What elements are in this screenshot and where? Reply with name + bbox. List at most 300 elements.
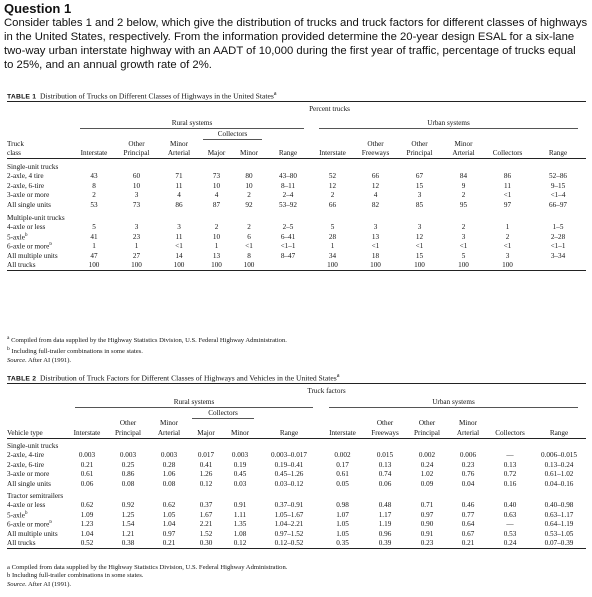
table-cell: 23	[132, 232, 141, 241]
table-cell: 82	[371, 200, 380, 209]
question-body: Consider tables 1 and 2 below, which give the distribution of trucks and truck factors for different classes of highways in the United States, respectively. From the information provided determine the 20-year design ESAL for a six-lane two-way urban interstate highway with an AADT of 10,000 during the first year of traffic, percentage of trucks equal to 25%, and an annual growth rate of 2%.	[4, 17, 588, 71]
table-cell: 1.05	[336, 520, 349, 529]
table-cell: 1–5	[552, 223, 564, 232]
table-cell: 0.74	[378, 470, 392, 479]
table-cell: 2–4	[282, 191, 294, 200]
table-row	[7, 529, 586, 539]
table-cell: 15	[415, 251, 424, 260]
table-cell: 0.77	[461, 510, 475, 519]
table1-header-interstate: Interstate	[73, 149, 115, 159]
table-cell: <1	[245, 242, 253, 251]
table-cell: 2–28	[550, 232, 566, 241]
table-cell: 0.39	[364, 539, 406, 549]
table-cell: 1.17	[378, 510, 392, 519]
table-cell: 1.05–1.67	[274, 510, 304, 519]
table-cell: 1	[330, 242, 335, 251]
table-cell: 47	[90, 251, 98, 260]
table-cell: 0.06	[80, 479, 94, 488]
table2-header-minor: Minor	[160, 418, 178, 427]
table1-footnote-a: Compiled from data supplied by the Highway Statistics Division, U.S. Federal Highway Administration.	[11, 337, 287, 345]
table-cell: 1.35	[233, 520, 247, 529]
table-row	[7, 479, 586, 489]
table-cell: 11	[175, 181, 183, 190]
table-cell: 0.21	[80, 460, 94, 469]
table-cell: 84	[459, 172, 468, 181]
table1-header-interstate-urban: Interstate	[311, 149, 354, 159]
row-label: All trucks	[7, 261, 73, 271]
table-cell: 3	[417, 223, 422, 232]
table-cell: 10	[212, 181, 221, 190]
table-cell: 0.13–0.24	[544, 460, 574, 469]
table1-all-row	[7, 261, 586, 271]
table2-spanner: Truck factors	[67, 384, 586, 396]
table-cell: 1.67	[199, 510, 213, 519]
table-row	[7, 232, 586, 242]
row-label: 5-axle$^b$	[7, 232, 28, 241]
table2-footnotes	[7, 564, 287, 589]
table1-header-range-urban: Range	[530, 149, 586, 159]
table-cell: 1	[92, 242, 96, 251]
table-cell: 1.04	[80, 529, 94, 538]
table-cell: 0.30	[189, 539, 223, 549]
table1-header-other-urban: Other	[367, 139, 384, 148]
table2-rural-label: Rural systems	[75, 399, 314, 408]
table-cell: 13	[212, 251, 221, 260]
table2-header-other-urban2: Other	[418, 418, 436, 427]
table-cell: 100	[73, 261, 115, 271]
table-cell: 0.45	[233, 470, 247, 479]
table-cell: 1.05	[336, 529, 349, 538]
table-cell: 8	[247, 251, 251, 260]
table-cell: <1	[503, 191, 512, 200]
table-cell: 86	[175, 200, 183, 209]
table-row	[7, 470, 586, 480]
table-cell: 0.07–0.39	[532, 539, 586, 549]
table-cell: 0.28	[162, 460, 176, 469]
table-cell: 66	[371, 172, 380, 181]
table2-header-minor-collector: Minor	[223, 428, 257, 439]
table-cell: 0.003–0.017	[271, 451, 307, 460]
table-cell: 92	[245, 200, 253, 209]
table-cell: 0.97	[162, 529, 176, 538]
table-cell: 10	[132, 181, 141, 190]
table1-header-class: class	[7, 149, 73, 159]
table-cell: 12	[371, 181, 380, 190]
table-cell: 2	[247, 191, 251, 200]
table-cell	[530, 261, 586, 271]
table-cell: 2	[461, 191, 466, 200]
table-cell: 0.52	[67, 539, 107, 549]
table-cell: 1.09	[80, 510, 94, 519]
table-cell: 5	[461, 251, 466, 260]
table-cell: 28	[328, 232, 337, 241]
table-cell: 2	[214, 223, 219, 232]
table-cell: 0.25	[121, 460, 135, 469]
table-cell: <1	[175, 242, 183, 251]
table-cell: 0.21	[149, 539, 189, 549]
table-cell: 34	[328, 251, 337, 260]
table-row	[7, 181, 586, 191]
table-cell: 0.35	[321, 539, 364, 549]
table2-header-principal-urban: Principal	[406, 428, 448, 439]
table1-caption	[7, 90, 277, 101]
table-cell: 1	[505, 223, 510, 232]
table-cell: 1.26	[199, 470, 213, 479]
table-cell: 0.08	[162, 479, 176, 488]
table1-source-text: After AI (1991).	[28, 356, 72, 364]
table-cell: 12	[415, 232, 424, 241]
table-cell: 0.91	[420, 529, 434, 538]
table1-label: TABLE 1	[7, 93, 37, 101]
table-cell: 6	[247, 232, 251, 241]
table-cell: 97	[503, 200, 512, 209]
table-cell: 0.21	[448, 539, 488, 549]
table1-header-freeways: Freeways	[354, 149, 397, 159]
table-cell: 87	[212, 200, 221, 209]
table-cell: 0.61–1.02	[544, 470, 574, 479]
table-cell: 11	[175, 232, 183, 241]
table2-single-rows	[7, 451, 586, 489]
table1-header-principal-urban: Principal	[397, 149, 442, 159]
table1-header-range: Range	[265, 149, 311, 159]
table-cell: <1–1	[550, 242, 566, 251]
table2-footnote-b: b Including full-trailer combinations in some states.	[7, 572, 144, 580]
row-label: All single units	[7, 479, 51, 488]
table-cell: <1	[459, 242, 468, 251]
table-cell: 0.37–0.91	[274, 501, 304, 510]
table-cell: 5	[330, 223, 335, 232]
table1-title: Distribution of Trucks on Different Classes of Highways in the United States	[40, 91, 274, 101]
table-cell: 4	[177, 191, 181, 200]
table-cell: 0.24	[488, 539, 532, 549]
table-cell: 0.71	[420, 501, 434, 510]
table-cell: 1.06	[162, 470, 176, 479]
table-cell: 1.19	[378, 520, 392, 529]
table-cell: 0.53–1.05	[544, 529, 574, 538]
table-cell: 10	[212, 232, 221, 241]
table-cell: 60	[132, 172, 141, 181]
table2-caption	[7, 372, 340, 383]
table2-header-major: Major	[189, 428, 223, 439]
table2-footnote-a: a Compiled from data supplied by the Highway Statistics Division, U.S. Federal Highway Administration.	[7, 564, 288, 571]
row-label: 5-axle$^b$	[7, 510, 28, 519]
table-cell: 52–86	[549, 172, 567, 181]
table-row	[7, 261, 586, 271]
table-cell: 0.40	[503, 501, 517, 510]
table-cell: 52	[328, 172, 337, 181]
table-cell: 53–92	[279, 200, 297, 209]
table1-caption-mark: a	[273, 90, 277, 97]
table-cell: 0.08	[121, 479, 135, 488]
table2-all-row	[7, 539, 586, 549]
table-cell: 95	[459, 200, 468, 209]
table-cell: 0.62	[80, 501, 94, 510]
table-cell: 0.62	[162, 501, 176, 510]
table-row	[7, 172, 586, 182]
table2-source-label: Source.	[7, 580, 27, 588]
table-cell: 3	[134, 223, 139, 232]
table-cell: 0.017	[197, 451, 215, 460]
table-cell: 0.003	[231, 451, 249, 460]
table-cell: 1.04–2.21	[274, 520, 304, 529]
table-cell: 43	[90, 172, 98, 181]
table-cell: 8–11	[280, 181, 296, 190]
table-cell: 3	[373, 223, 378, 232]
table-cell: <1	[503, 242, 512, 251]
table-cell: 100	[233, 261, 265, 271]
table2-group-tractor: Tractor semitrailers	[7, 491, 64, 500]
table-cell: 53	[90, 200, 98, 209]
table2-header-other: Other	[119, 418, 137, 427]
table-cell: 41	[90, 232, 98, 241]
table-cell: 12	[328, 181, 337, 190]
table-row	[7, 242, 586, 252]
table-cell: 1.21	[121, 529, 135, 538]
table2-urban-label: Urban systems	[329, 399, 578, 408]
table1-spanner: Percent trucks	[73, 102, 586, 114]
table-cell: 1.04	[162, 520, 176, 529]
table-cell: 71	[175, 172, 183, 181]
table-cell: 100	[442, 261, 485, 271]
table-cell: 0.19	[233, 460, 247, 469]
table-cell: 0.64–1.19	[544, 520, 574, 529]
table1-header-minor-urban: Minor	[454, 139, 473, 148]
table-cell: 1.25	[121, 510, 135, 519]
table-cell: 2	[247, 223, 251, 232]
table-cell: 66	[328, 200, 337, 209]
row-label: 4-axle or less	[7, 223, 46, 232]
table-cell: 3–34	[550, 251, 566, 260]
table2-header-interstate: Interstate	[67, 428, 107, 439]
table-row	[7, 451, 586, 461]
table-row	[7, 251, 586, 261]
table1-header-other-urban2: Other	[411, 139, 428, 148]
table-cell: 100	[200, 261, 233, 271]
table2-title: Distribution of Truck Factors for Different Classes of Highways and Vehicles in the United States	[40, 373, 337, 383]
table-cell: 0.003	[78, 451, 96, 460]
table-cell: 0.53	[503, 529, 517, 538]
question-title: Question 1	[4, 1, 72, 16]
table2-header-other-urban: Other	[376, 418, 394, 427]
table-cell: 0.002	[334, 451, 351, 460]
table-cell: 0.38	[107, 539, 149, 549]
table-cell: 73	[212, 172, 221, 181]
table2-header-arterial: Arterial	[149, 428, 189, 439]
table1-header-arterial-urban: Arterial	[442, 149, 485, 159]
table-cell: 0.06	[378, 479, 392, 488]
table-cell: 2	[505, 232, 510, 241]
table-cell: 0.002	[418, 451, 436, 460]
table1-header-other: Other	[128, 139, 145, 148]
table-cell: 9	[461, 181, 466, 190]
table-cell: 0.90	[420, 520, 434, 529]
table-cell: 9–15	[550, 181, 566, 190]
table-cell: 3	[505, 251, 510, 260]
table-cell: 0.97–1.52	[274, 529, 304, 538]
row-label: All trucks	[7, 539, 67, 549]
table1-multi-rows	[7, 223, 586, 261]
row-label: 2-axle, 4 tire	[7, 172, 44, 181]
table-cell: 1.05	[162, 510, 176, 519]
table-cell: 0.003	[160, 451, 178, 460]
table-cell: 0.13	[378, 460, 392, 469]
table-cell: 0.23	[461, 460, 475, 469]
table-cell: 11	[504, 181, 511, 190]
row-label: 2-axle, 6-tire	[7, 460, 45, 469]
table1-footnotes: $^a$ Compiled from data supplied by the Highway Statistics Division, U.S. Federal Highway Administration. $^b$ Including full-trailer combinations in some states. Source. After AI (1991).	[7, 335, 287, 364]
table-cell: 0.48	[378, 501, 392, 510]
table-cell: 0.64	[461, 520, 475, 529]
row-label: 3-axle or more	[7, 470, 50, 479]
table-cell: 0.04	[461, 479, 475, 488]
table2-collectors-label: Collectors	[192, 410, 255, 419]
table-cell: 8–47	[280, 251, 296, 260]
table-cell: 0.46	[461, 501, 475, 510]
table-cell: 2	[330, 191, 335, 200]
table-cell: 100	[354, 261, 397, 271]
table-cell: 100	[158, 261, 200, 271]
table-cell: 18	[371, 251, 380, 260]
table-cell: 1.23	[80, 520, 94, 529]
table-row	[7, 510, 586, 520]
table-cell: 0.72	[503, 470, 517, 479]
table-cell: 0.45–1.26	[274, 470, 304, 479]
table1-single-rows	[7, 172, 586, 210]
table-cell: 100	[311, 261, 354, 271]
table-cell: 4	[214, 191, 219, 200]
table-cell: 2.21	[199, 520, 213, 529]
table-cell	[265, 261, 311, 271]
row-label: All multiple units	[7, 529, 58, 538]
table-cell: 15	[415, 181, 424, 190]
table-cell: <1–1	[280, 242, 296, 251]
row-label: 6-axle or more$^b$	[7, 520, 52, 529]
table1-header-collectors: Collectors	[485, 149, 530, 159]
table-cell: 1.08	[233, 529, 247, 538]
table-cell: 0.05	[336, 479, 349, 488]
table-cell: 0.12	[223, 539, 257, 549]
table2-caption-mark: a	[336, 372, 340, 379]
table-cell: 1	[214, 242, 219, 251]
table2-header-principal: Principal	[107, 428, 149, 439]
table-cell: 0.24	[420, 460, 434, 469]
table-cell: 8	[92, 181, 96, 190]
row-label: 6-axle or more$^b$	[7, 242, 52, 251]
table-cell: 100	[115, 261, 158, 271]
table2-header-range-urban: Range	[532, 428, 586, 439]
table-row	[7, 501, 586, 511]
table1-source-label: Source.	[7, 356, 27, 364]
table-cell: —	[506, 451, 514, 460]
table-cell: 0.12–0.52	[257, 539, 321, 549]
table-cell: 1.02	[420, 470, 434, 479]
table-cell: 67	[415, 172, 424, 181]
table2-header-minor-urban: Minor	[459, 418, 477, 427]
table-cell: 80	[245, 172, 253, 181]
table-cell: 3	[417, 191, 422, 200]
table-cell: <1	[415, 242, 424, 251]
table2-header-vehicle: Vehicle type	[7, 428, 67, 439]
table-cell: 0.67	[461, 529, 475, 538]
table-cell: 0.61	[336, 470, 349, 479]
table1-header-minor: Minor	[170, 139, 188, 148]
table-cell: 0.40–0.98	[544, 501, 574, 510]
table-cell: 0.61	[80, 470, 94, 479]
table-cell: 2	[461, 223, 466, 232]
table-cell: 0.86	[121, 470, 135, 479]
table2	[7, 383, 586, 549]
row-label: All multiple units	[7, 251, 58, 260]
table-row	[7, 539, 586, 549]
row-label: 2-axle, 6-tire	[7, 181, 45, 190]
table-row	[7, 460, 586, 470]
table-cell: —	[506, 520, 514, 529]
table-cell: 0.37	[199, 501, 213, 510]
table-cell: 2–5	[282, 223, 294, 232]
table-cell: 43–80	[279, 172, 297, 181]
table2-label: TABLE 2	[7, 375, 37, 383]
table2-group-single: Single-unit trucks	[7, 441, 59, 450]
table-cell: 3	[177, 223, 181, 232]
table2-tractor-rows	[7, 501, 586, 539]
table-cell: 0.16	[503, 479, 517, 488]
row-label: 3-axle or more	[7, 191, 50, 200]
table-cell: <1–4	[550, 191, 566, 200]
table-cell: 10	[245, 181, 253, 190]
table-cell: 13	[371, 232, 380, 241]
table-cell: 1.11	[233, 510, 247, 519]
table1-group-single: Single-unit trucks	[7, 162, 59, 171]
row-label: All single units	[7, 200, 51, 209]
table-cell: 0.006–0.015	[541, 451, 577, 460]
table-cell: 4	[373, 191, 378, 200]
table2-header-freeways: Freeways	[364, 428, 406, 439]
table-cell: 0.63	[503, 510, 517, 519]
table-cell: 66–97	[549, 200, 567, 209]
table-row	[7, 223, 586, 233]
table1-collectors-label: Collectors	[203, 131, 263, 140]
table-cell: 100	[485, 261, 530, 271]
table2-header-range: Range	[257, 428, 321, 439]
table-cell: 0.12	[199, 479, 213, 488]
row-label: 2-axle, 4-tire	[7, 451, 45, 460]
table-cell: 2	[92, 191, 96, 200]
table1-header-truck: Truck	[7, 139, 24, 148]
table1-rural-label: Rural systems	[80, 120, 304, 129]
table2-source-text: After AI (1991).	[28, 580, 72, 588]
table-cell: 0.09	[420, 479, 434, 488]
table-cell: 0.003	[119, 451, 137, 460]
row-label: 4-axle or less	[7, 501, 46, 510]
table-cell: <1	[371, 242, 380, 251]
table1-urban-label: Urban systems	[319, 120, 578, 129]
table-cell: 0.97	[420, 510, 434, 519]
table-cell: 0.41	[199, 460, 213, 469]
table-cell: 0.63–1.17	[544, 510, 574, 519]
table-cell: 5	[92, 223, 96, 232]
table-cell: 73	[132, 200, 141, 209]
table-cell: 0.19–0.41	[274, 460, 304, 469]
table2-header-arterial-urban: Arterial	[448, 428, 488, 439]
table-cell: 0.96	[378, 529, 392, 538]
table-row	[7, 520, 586, 530]
table-cell: 100	[397, 261, 442, 271]
table-cell: 14	[175, 251, 183, 260]
table-cell: 0.13	[503, 460, 517, 469]
table1-group-multi: Multiple-unit trucks	[7, 213, 65, 222]
table-cell: 1.07	[336, 510, 349, 519]
table2-header-interstate-urban: Interstate	[321, 428, 364, 439]
